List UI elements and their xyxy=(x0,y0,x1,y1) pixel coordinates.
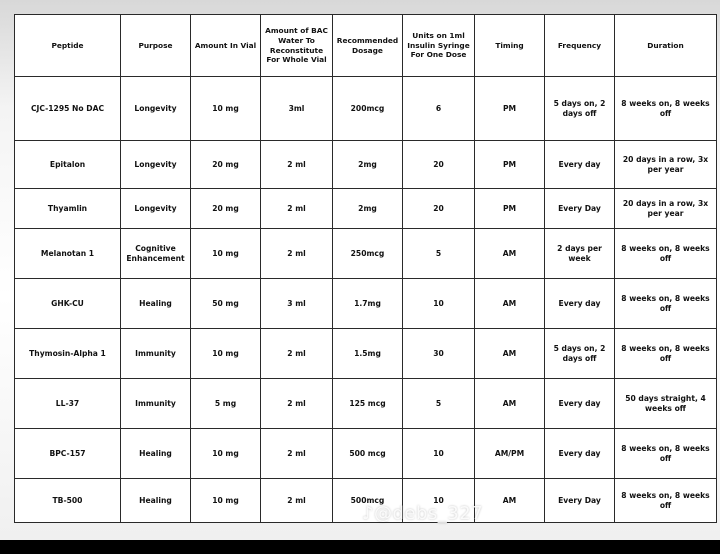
cell-dosage: 250mcg xyxy=(333,229,403,279)
cell-duration: 8 weeks on, 8 weeks off xyxy=(615,229,717,279)
cell-peptide: Thymosin-Alpha 1 xyxy=(15,329,121,379)
cell-purpose: Longevity xyxy=(121,141,191,189)
cell-bac-water: 2 ml xyxy=(261,479,333,523)
cell-units: 20 xyxy=(403,189,475,229)
cell-frequency: Every Day xyxy=(545,479,615,523)
cell-frequency: Every day xyxy=(545,429,615,479)
header-frequency: Frequency xyxy=(545,15,615,77)
bottom-bar xyxy=(0,540,720,554)
cell-amount-in-vial: 20 mg xyxy=(191,189,261,229)
cell-timing: PM xyxy=(475,141,545,189)
cell-purpose: Immunity xyxy=(121,379,191,429)
cell-peptide: TB-500 xyxy=(15,479,121,523)
header-timing: Timing xyxy=(475,15,545,77)
cell-amount-in-vial: 10 mg xyxy=(191,429,261,479)
cell-amount-in-vial: 20 mg xyxy=(191,141,261,189)
header-purpose: Purpose xyxy=(121,15,191,77)
cell-amount-in-vial: 5 mg xyxy=(191,379,261,429)
cell-purpose: Healing xyxy=(121,279,191,329)
cell-duration: 8 weeks on, 8 weeks off xyxy=(615,77,717,141)
cell-duration: 20 days in a row, 3x per year xyxy=(615,141,717,189)
cell-dosage: 2mg xyxy=(333,189,403,229)
cell-timing: AM xyxy=(475,479,545,523)
cell-bac-water: 2 ml xyxy=(261,329,333,379)
cell-peptide: LL-37 xyxy=(15,379,121,429)
cell-duration: 8 weeks on, 8 weeks off xyxy=(615,279,717,329)
cell-purpose: Longevity xyxy=(121,189,191,229)
cell-bac-water: 2 ml xyxy=(261,379,333,429)
cell-dosage: 200mcg xyxy=(333,77,403,141)
cell-units: 10 xyxy=(403,479,475,523)
cell-purpose: Immunity xyxy=(121,329,191,379)
cell-purpose: Longevity xyxy=(121,77,191,141)
cell-peptide: CJC-1295 No DAC xyxy=(15,77,121,141)
cell-timing: AM xyxy=(475,279,545,329)
table-row xyxy=(15,429,717,479)
cell-dosage: 500 mcg xyxy=(333,429,403,479)
header-row xyxy=(15,15,717,77)
cell-timing: AM xyxy=(475,329,545,379)
cell-bac-water: 2 ml xyxy=(261,189,333,229)
header-peptide: Peptide xyxy=(15,15,121,77)
watermark: ♪@debs_327 xyxy=(362,503,484,524)
cell-peptide: BPC-157 xyxy=(15,429,121,479)
cell-duration: 20 days in a row, 3x per year xyxy=(615,189,717,229)
cell-amount-in-vial: 10 mg xyxy=(191,329,261,379)
cell-frequency: 5 days on, 2 days off xyxy=(545,329,615,379)
table-row xyxy=(15,329,717,379)
cell-units: 6 xyxy=(403,77,475,141)
peptide-table xyxy=(14,14,717,523)
table-row xyxy=(15,379,717,429)
cell-amount-in-vial: 10 mg xyxy=(191,479,261,523)
cell-frequency: Every day xyxy=(545,379,615,429)
cell-frequency: Every day xyxy=(545,279,615,329)
header-duration: Duration xyxy=(615,15,717,77)
cell-dosage: 1.7mg xyxy=(333,279,403,329)
cell-units: 20 xyxy=(403,141,475,189)
cell-peptide: GHK-CU xyxy=(15,279,121,329)
cell-purpose: Healing xyxy=(121,429,191,479)
table-body xyxy=(15,77,717,523)
cell-timing: AM xyxy=(475,379,545,429)
cell-timing: AM xyxy=(475,229,545,279)
header-units-syringe: Units on 1ml Insulin Syringe For One Dose xyxy=(403,15,475,77)
cell-peptide: Epitalon xyxy=(15,141,121,189)
table-row xyxy=(15,77,717,141)
table-row xyxy=(15,189,717,229)
cell-units: 30 xyxy=(403,329,475,379)
cell-timing: AM/PM xyxy=(475,429,545,479)
cell-peptide: Melanotan 1 xyxy=(15,229,121,279)
cell-frequency: Every Day xyxy=(545,189,615,229)
cell-units: 5 xyxy=(403,379,475,429)
cell-bac-water: 3ml xyxy=(261,77,333,141)
cell-purpose: Cognitive Enhancement xyxy=(121,229,191,279)
cell-dosage: 1.5mg xyxy=(333,329,403,379)
cell-frequency: Every day xyxy=(545,141,615,189)
cell-dosage: 125 mcg xyxy=(333,379,403,429)
cell-duration: 8 weeks on, 8 weeks off xyxy=(615,429,717,479)
cell-bac-water: 2 ml xyxy=(261,141,333,189)
cell-dosage: 500mcg xyxy=(333,479,403,523)
header-recommended-dosage: Recommended Dosage xyxy=(333,15,403,77)
cell-bac-water: 2 ml xyxy=(261,429,333,479)
cell-duration: 50 days straight, 4 weeks off xyxy=(615,379,717,429)
table-row xyxy=(15,229,717,279)
cell-purpose: Healing xyxy=(121,479,191,523)
cell-duration: 8 weeks on, 8 weeks off xyxy=(615,479,717,523)
cell-amount-in-vial: 10 mg xyxy=(191,229,261,279)
cell-bac-water: 2 ml xyxy=(261,229,333,279)
cell-frequency: 5 days on, 2 days off xyxy=(545,77,615,141)
cell-bac-water: 3 ml xyxy=(261,279,333,329)
cell-amount-in-vial: 50 mg xyxy=(191,279,261,329)
table-row xyxy=(15,141,717,189)
cell-amount-in-vial: 10 mg xyxy=(191,77,261,141)
cell-dosage: 2mg xyxy=(333,141,403,189)
header-bac-water: Amount of BAC Water To Reconstitute For Whole Vial xyxy=(261,15,333,77)
cell-timing: PM xyxy=(475,77,545,141)
cell-units: 10 xyxy=(403,279,475,329)
cell-duration: 8 weeks on, 8 weeks off xyxy=(615,329,717,379)
table-row xyxy=(15,279,717,329)
cell-peptide: Thyamlin xyxy=(15,189,121,229)
cell-units: 10 xyxy=(403,429,475,479)
cell-units: 5 xyxy=(403,229,475,279)
header-amount-in-vial: Amount In Vial xyxy=(191,15,261,77)
cell-timing: PM xyxy=(475,189,545,229)
cell-frequency: 2 days per week xyxy=(545,229,615,279)
